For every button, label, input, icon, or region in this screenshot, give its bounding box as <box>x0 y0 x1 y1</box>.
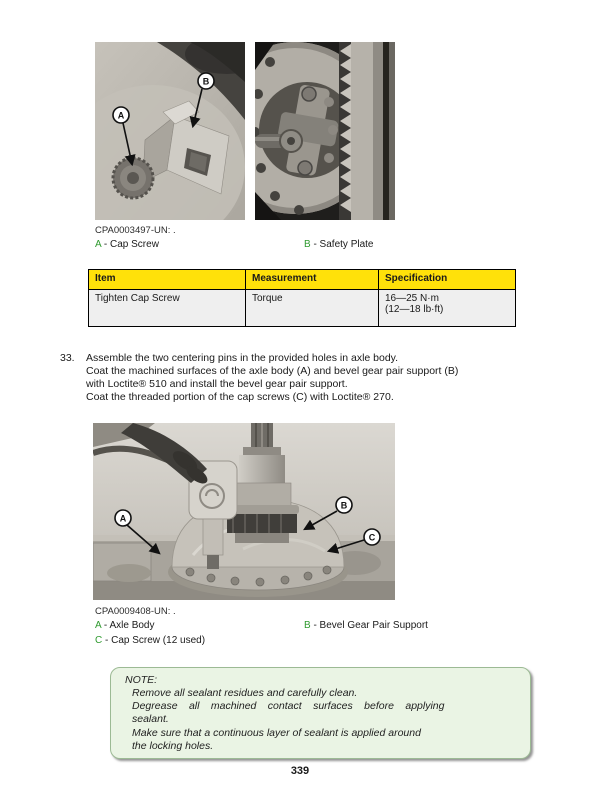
figure2-caption: CPA0009408-UN: . <box>95 606 176 617</box>
spec-table <box>88 269 516 327</box>
spec-cell-specification <box>379 290 516 327</box>
spec-table-header-specification: Specification <box>379 270 516 290</box>
spec-table-header-item: Item <box>89 270 246 290</box>
note-title: NOTE: <box>125 674 158 686</box>
page-number: 339 <box>290 765 310 777</box>
callout-b2-letter: B <box>340 500 348 511</box>
spec-table-header-measurement: Measurement <box>246 270 379 290</box>
legend-text-b: - Safety Plate <box>313 239 374 250</box>
figure1-legend-b <box>304 239 373 250</box>
legend-key-b2: B <box>304 620 311 631</box>
callout-a2 <box>115 510 131 526</box>
spec-cell-item: Tighten Cap Screw <box>89 290 246 327</box>
callout-c2-letter: C <box>368 532 376 543</box>
note-text <box>132 687 514 753</box>
spec-table-header-row <box>89 270 516 290</box>
legend-text-b2: - Bevel Gear Pair Support <box>313 620 428 631</box>
callout-c2 <box>364 529 380 545</box>
cap-screw-photo-graphic <box>95 42 245 220</box>
note-line-3: sealant. <box>132 713 169 726</box>
step-number: 33. <box>60 352 75 364</box>
callout-a2-letter: A <box>119 513 127 524</box>
spec-cell-measurement: Torque <box>246 290 379 327</box>
figure1-caption: CPA0003497-UN: . <box>95 225 176 236</box>
spec-value-imperial: (12—18 lb·ft) <box>385 304 444 315</box>
step-text <box>86 352 458 404</box>
spec-table-row <box>89 290 516 327</box>
note-box <box>110 667 531 759</box>
spec-value-metric: 16—25 N·m <box>385 293 439 304</box>
note-line-5: the locking holes. <box>132 739 214 752</box>
step-line-1: Assemble the two centering pins in the provided holes in axle body. <box>86 352 399 364</box>
axle-body-photo-graphic <box>93 423 395 600</box>
legend-key-b: B <box>304 239 311 250</box>
note-line-1: Remove all sealant residues and carefully clean. <box>132 687 358 699</box>
callout-b-letter: B <box>202 76 210 87</box>
legend-text-a2: - Axle Body <box>103 620 155 631</box>
legend-key-a: A <box>95 239 102 250</box>
figure2-legend-b <box>304 620 428 631</box>
callout-b <box>198 73 214 89</box>
legend-text-a: - Cap Screw <box>103 239 159 250</box>
legend-text-c2: - Cap Screw (12 used) <box>105 635 206 646</box>
step-33 <box>60 352 565 404</box>
note-line-2: Degrease all machined contact surfaces before applying <box>132 700 445 713</box>
note-line-4: Make sure that a continuous layer of sealant is applied around <box>132 726 421 739</box>
legend-key-a2: A <box>95 620 102 631</box>
figure2-photo <box>93 423 395 600</box>
figure1-legend-a <box>95 239 159 250</box>
step-line-4: Coat the threaded portion of the cap screws (C) with Loctite® 270. <box>86 391 394 403</box>
step-line-3: with Loctite® 510 and install the bevel gear pair support. <box>86 378 348 390</box>
legend-key-c2: C <box>95 635 103 646</box>
callout-b2 <box>336 497 352 513</box>
step-line-2: Coat the machined surfaces of the axle body (A) and bevel gear pair support (B) <box>86 365 459 377</box>
callout-a <box>113 107 129 123</box>
figure1-photo-left <box>95 42 245 220</box>
bevel-gear-photo-graphic <box>255 42 395 220</box>
figure2-legend-a <box>95 620 155 631</box>
callout-a-letter: A <box>117 110 125 121</box>
figure1-photo-right <box>255 42 395 220</box>
figure2-legend-c <box>95 635 205 646</box>
